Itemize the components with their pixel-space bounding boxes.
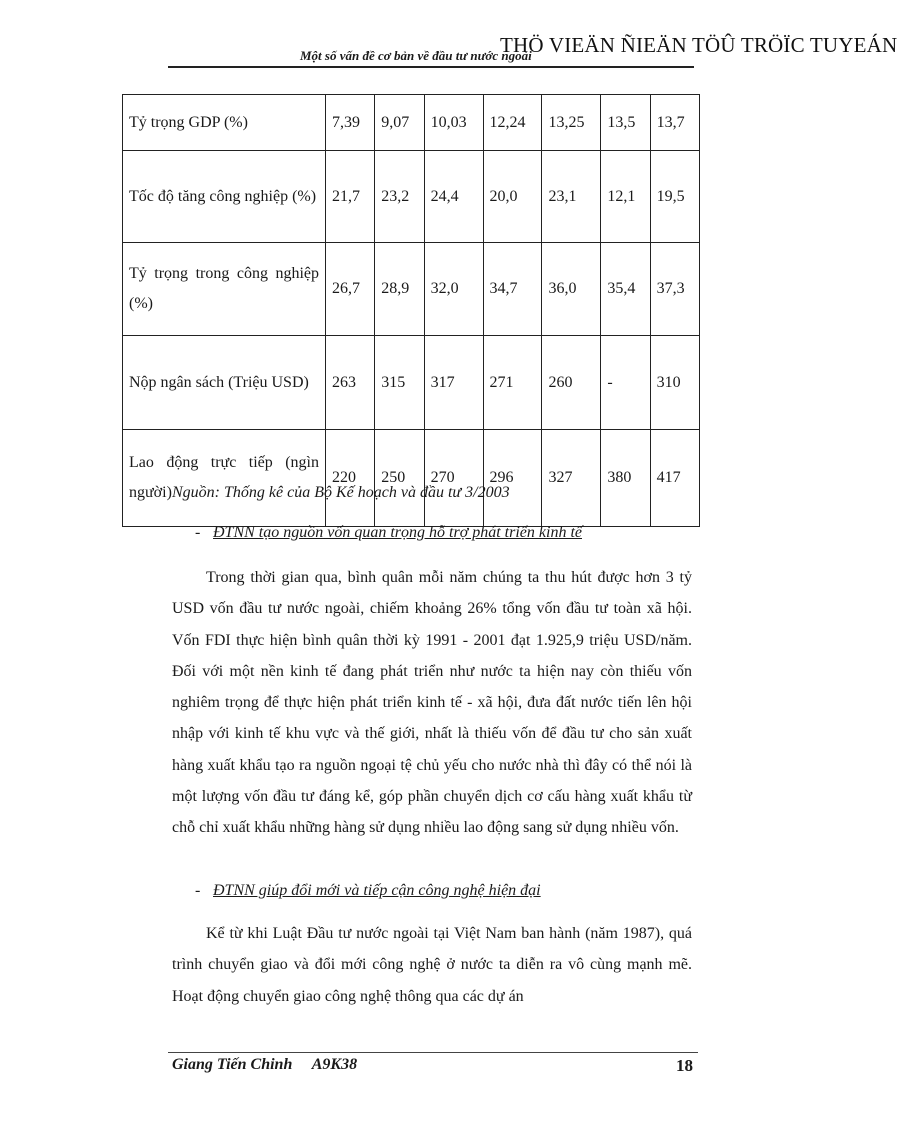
- table-cell: 24,4: [424, 151, 483, 243]
- table-row: [123, 151, 700, 243]
- table-cell: 9,07: [375, 95, 424, 151]
- table-cell: 26,7: [326, 243, 375, 336]
- table-cell: 28,9: [375, 243, 424, 336]
- table-cell: 417: [650, 430, 699, 527]
- table-cell: 23,1: [542, 151, 601, 243]
- section-heading-text: ĐTNN giúp đổi mới và tiếp cận công nghệ hiện đại: [213, 882, 541, 899]
- footer-rule: [168, 1052, 698, 1053]
- table-cell: 260: [542, 336, 601, 430]
- table-row: [123, 430, 700, 527]
- table-cell: 317: [424, 336, 483, 430]
- table-cell: 220: [326, 430, 375, 527]
- table-row: [123, 95, 700, 151]
- table-cell: 32,0: [424, 243, 483, 336]
- table-source-note: Nguồn: Thống kê của Bộ Kế hoạch và đầu tư 3/2003: [172, 484, 510, 501]
- table-cell: 250: [375, 430, 424, 527]
- table-cell: 34,7: [483, 243, 542, 336]
- table-cell: 35,4: [601, 243, 650, 336]
- row-label: Nộp ngân sách (Triệu USD): [123, 336, 326, 430]
- table-cell: 270: [424, 430, 483, 527]
- bullet-dash: -: [195, 524, 201, 541]
- table-cell: 13,7: [650, 95, 699, 151]
- table-cell: 13,5: [601, 95, 650, 151]
- table-cell: 12,1: [601, 151, 650, 243]
- table-cell: 20,0: [483, 151, 542, 243]
- body-paragraph: [172, 918, 692, 1012]
- table-cell: 36,0: [542, 243, 601, 336]
- table-cell: 310: [650, 336, 699, 430]
- header-rule: [168, 66, 694, 68]
- row-label: Tỷ trọng trong công nghiệp (%): [123, 243, 326, 336]
- table-cell: 380: [601, 430, 650, 527]
- bullet-dash: -: [195, 882, 201, 899]
- table-cell: 12,24: [483, 95, 542, 151]
- paragraph-text: Trong thời gian qua, bình quân mỗi năm chúng ta thu hút được hơn 3 tỷ USD vốn đầu tư nước ngoài, chiếm khoảng 26% tổng vốn đầu tư toàn xã hội. Vốn FDI thực hiện bình quân thời kỳ 1991 - 2001 đạt 1.925,9 triệu USD/năm. Đối với một nền kinh tế đang phát triển như nước ta hiện nay còn thiếu vốn nghiêm trọng để thực hiện phát triển kinh tế - xã hội, đưa đất nước tiến lên hội nhập với kinh tế khu vực và thế giới, nhất là thiếu vốn để đầu tư cho sản xuất hàng xuất khẩu tạo ra nguồn ngoại tệ chủ yếu cho nước nhà thì đây có thể nói là một lượng vốn đầu tư đáng kể, góp phần chuyển dịch cơ cấu hàng xuất khẩu từ chỗ chỉ xuất khẩu những hàng sử dụng nhiều lao động sang sử dụng nhiều vốn.: [172, 569, 692, 837]
- table-row: [123, 336, 700, 430]
- row-label: Tỷ trọng GDP (%): [123, 95, 326, 151]
- footer-author: Giang Tiến Chinh A9K38: [172, 1056, 358, 1073]
- statistics-table: [122, 94, 700, 527]
- table-cell: 13,25: [542, 95, 601, 151]
- table-cell: 37,3: [650, 243, 699, 336]
- table-cell: 263: [326, 336, 375, 430]
- running-header-title: Một số vấn đề cơ bản về đầu tư nước ngoài: [300, 48, 532, 63]
- body-paragraph: [172, 562, 692, 844]
- table-cell: 271: [483, 336, 542, 430]
- section-heading: [195, 882, 541, 900]
- section-heading: [195, 524, 582, 542]
- paragraph-text: Kể từ khi Luật Đầu tư nước ngoài tại Việt Nam ban hành (năm 1987), quá trình chuyển giao và đổi mới công nghệ ở nước ta diễn ra vô cùng mạnh mẽ. Hoạt động chuyển giao công nghệ thông qua các dự án: [172, 925, 692, 1005]
- table-cell: 296: [483, 430, 542, 527]
- row-label: Tốc độ tăng công nghiệp (%): [123, 151, 326, 243]
- table-cell: 21,7: [326, 151, 375, 243]
- section-heading-text: ĐTNN tạo nguồn vốn quan trọng hỗ trợ phát triển kinh tế: [213, 524, 582, 541]
- table-cell: 10,03: [424, 95, 483, 151]
- library-watermark: THÖ VIEÄN ÑIEÄN TÖÛ TRÖÏC TUYEÁN: [500, 33, 897, 57]
- table-cell: 327: [542, 430, 601, 527]
- row-label: Lao động trực tiếp (ngìn người): [123, 430, 326, 527]
- table-cell: 7,39: [326, 95, 375, 151]
- table-cell: 23,2: [375, 151, 424, 243]
- table-cell: -: [601, 336, 650, 430]
- table-cell: 315: [375, 336, 424, 430]
- table-row: [123, 243, 700, 336]
- page-number: 18: [676, 1056, 693, 1075]
- table-cell: 19,5: [650, 151, 699, 243]
